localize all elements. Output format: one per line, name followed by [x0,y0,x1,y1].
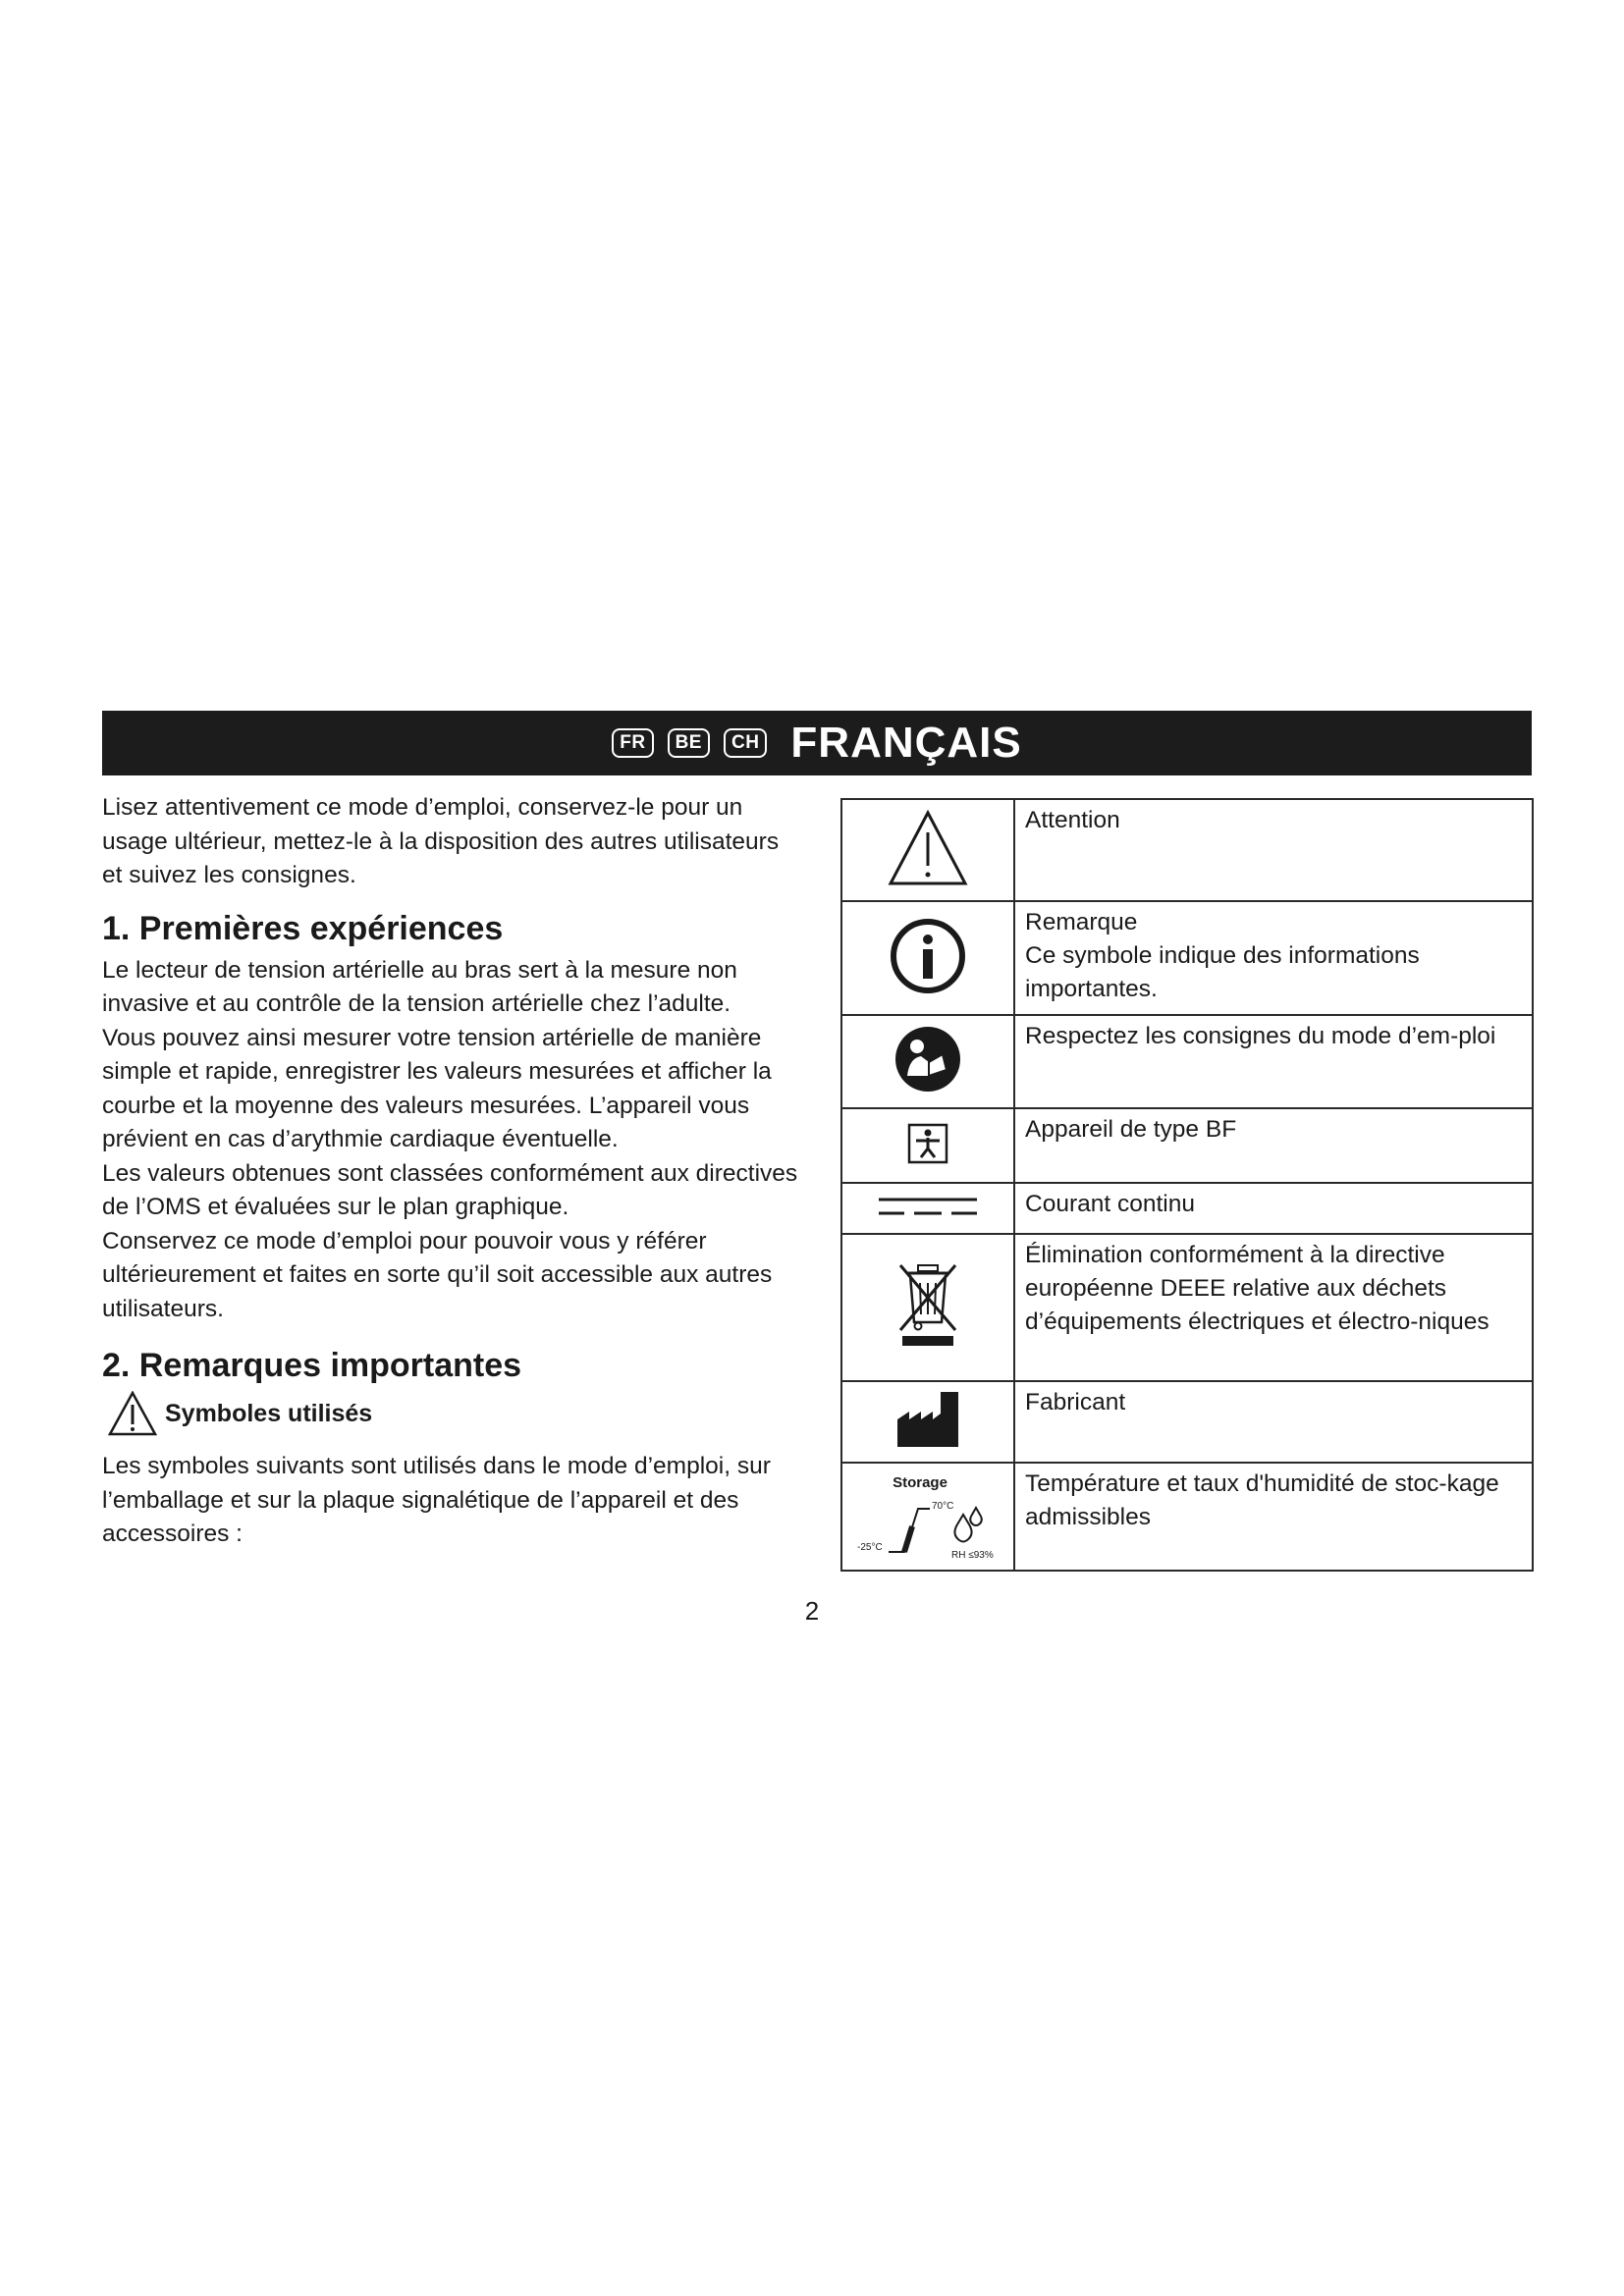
country-code-badge: CH [724,728,767,758]
temp-min-label: -25°C [857,1541,883,1553]
body-paragraph: Les symboles suivants sont utilisés dans le mode d’emploi, sur l’emballage et sur la plaque signalétique de l’appareil et des accessoires : [102,1453,771,1547]
table-row [841,1463,1533,1571]
language-title: FRANÇAIS [790,719,1022,767]
body-paragraph: Le lecteur de tension artérielle au bras sert à la mesure non invasive et au contrôle de la tension artérielle chez l’adulte. [102,956,737,1017]
page-number: 2 [804,1596,820,1626]
symbol-description: Fabricant [1025,1389,1126,1415]
warning-triangle-icon [108,1391,157,1436]
type-bf-icon [906,1122,949,1165]
humidity-label: RH ≤93% [951,1549,994,1561]
body-paragraph: Conservez ce mode d’emploi pour pouvoir vous y référer ultérieurement et faites en sorte qu’il soit accessible aux autres utilisateurs. [102,1227,773,1322]
warning-triangle-icon [887,809,969,887]
table-row [841,901,1533,1015]
table-row [841,1108,1533,1183]
intro-paragraph: Lisez attentivement ce mode d’emploi, conservez-le pour un usage ultérieur, mettez-le à la disposition des autres utilisateurs et suivez les consignes. [102,794,780,888]
language-banner [102,711,1532,775]
direct-current-icon [877,1192,979,1221]
body-paragraph: Vous pouvez ainsi mesurer votre tension artérielle de manière simple et rapide, enregistrer les valeurs mesurées et afficher la courbe et la moyenne des valeurs mesurées. L’appareil vous prévient en cas d’arythmie cardiaque éventuelle. [102,1024,772,1152]
symbol-description: Élimination conformément à la directive européenne DEEE relative aux déchets d’équipements électriques et électro-niques [1025,1242,1489,1335]
read-manual-icon [893,1025,962,1094]
table-row [841,1183,1533,1234]
symbol-description: Ce symbole indique des informations importantes. [1025,942,1420,1002]
section-heading: 2. Remarques importantes [102,1347,522,1384]
symbol-description: Température et taux d'humidité de stoc-kage admissibles [1025,1470,1499,1530]
country-code-badge: BE [668,728,710,758]
table-row [841,1234,1533,1381]
symbol-description: Appareil de type BF [1025,1116,1237,1143]
symbol-description: Attention [1025,807,1120,833]
body-paragraph: Les valeurs obtenues sont classées conformément aux directives de l’OMS et évaluées sur le plan graphique. [102,1159,798,1220]
section-heading: 1. Premières expériences [102,909,504,947]
symbol-description: Respectez les consignes du mode d’em-ploi [1025,1023,1496,1049]
symbol-description: Courant continu [1025,1191,1195,1217]
storage-label: Storage [893,1473,947,1491]
table-row [841,1381,1533,1463]
table-row [841,799,1533,901]
left-column [102,791,801,1552]
manufacturer-icon [895,1390,960,1449]
symbol-description: Remarque [1025,909,1138,935]
table-row [841,1015,1533,1108]
temp-max-label: 70°C [932,1500,954,1512]
symbols-table [840,798,1534,1572]
storage-conditions-icon [849,1468,1006,1562]
weee-bin-icon [896,1261,959,1350]
info-icon [889,917,967,995]
subheading-label: Symboles utilisés [165,1399,373,1427]
country-code-badge: FR [612,728,653,758]
symbols-subheading [108,1391,801,1436]
